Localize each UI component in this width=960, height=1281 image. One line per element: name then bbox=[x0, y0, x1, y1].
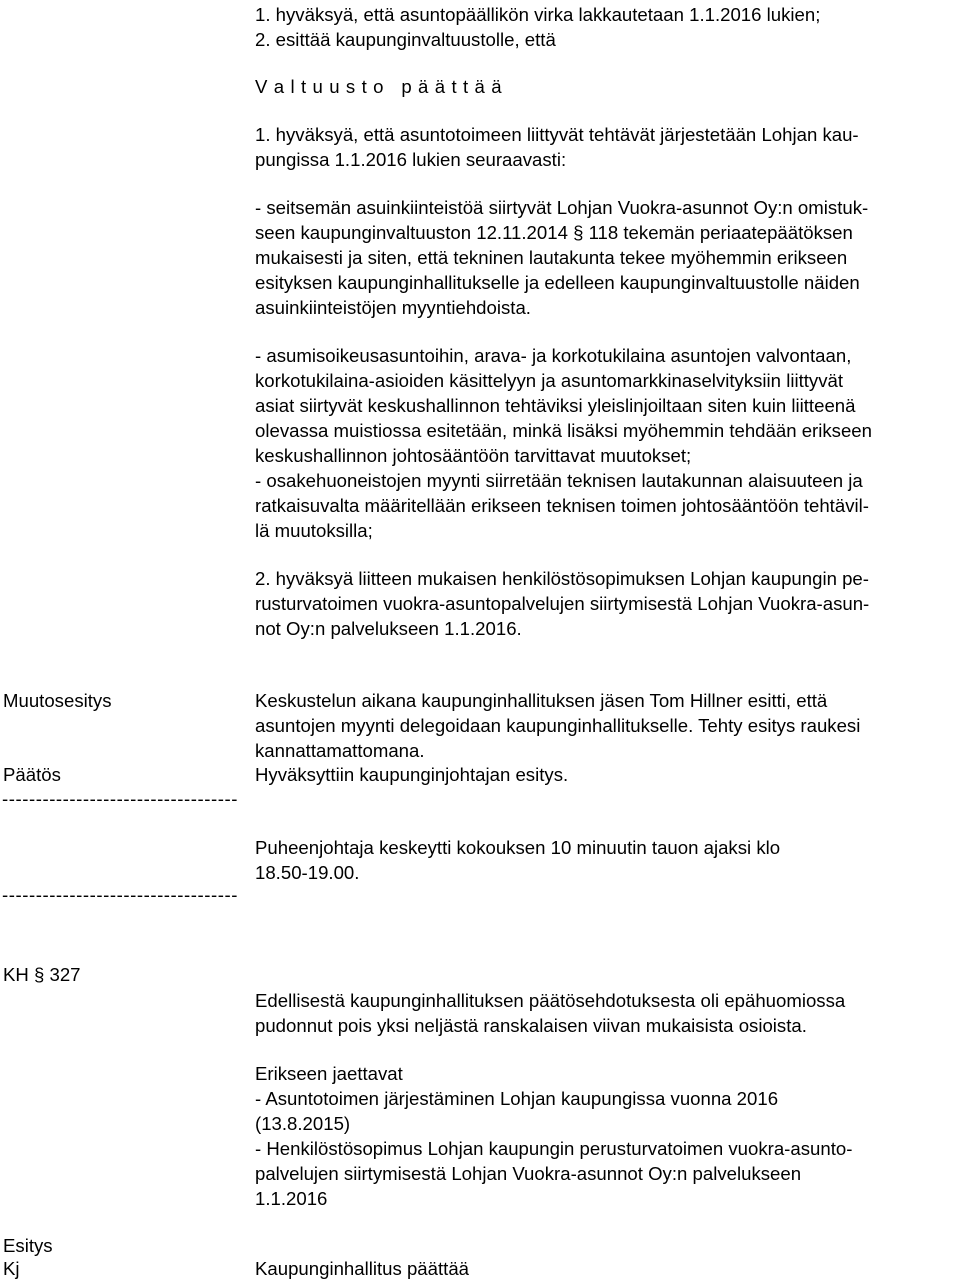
bullet-a-line-1: - seitsemän asuinkiinteistöä siirtyvät Lohjan Vuokra-asunnot Oy:n omistuk- bbox=[255, 197, 869, 218]
bullet-b-line-3: asiat siirtyvät keskushallinnon tehtäviksi yleislinjoiltaan siten kuin liitteenä bbox=[255, 395, 856, 416]
bullet-b-line-4: olevassa muistiossa esitetään, minkä lisäksi myöhemmin tehdään erikseen bbox=[255, 420, 872, 441]
break-note-line-1: Puheenjohtaja keskeytti kokouksen 10 minuutin tauon ajaksi klo bbox=[255, 837, 781, 858]
bullet-b-line-8: lä muutoksilla; bbox=[255, 520, 373, 541]
bullet-b-line-1: - asumisoikeusasuntoihin, arava- ja korkotukilaina asuntojen valvontaan, bbox=[255, 345, 852, 366]
valtuusto-heading: V a l t u u s t o p ä ä t t ä ä bbox=[255, 76, 503, 97]
intro-line-1: 1. hyväksyä, että asuntopäällikön virka lakkautetaan 1.1.2016 lukien; bbox=[255, 4, 821, 25]
kh-section-label: KH § 327 bbox=[3, 964, 81, 985]
separator-2: ----------------------------------- bbox=[2, 884, 238, 905]
paatos-text: Hyväksyttiin kaupunginjohtajan esitys. bbox=[255, 764, 569, 785]
attachment-line-2: (13.8.2015) bbox=[255, 1113, 351, 1134]
bullet-a-line-3: mukaisesti ja siten, että tekninen lautakunta tekee myöhemmin erikseen bbox=[255, 247, 848, 268]
bullet-a-line-2: seen kaupunginvaltuuston 12.11.2014 § 118 tekemän periaatepäätöksen bbox=[255, 222, 853, 243]
decision1-line-2: pungissa 1.1.2016 lukien seuraavasti: bbox=[255, 149, 567, 170]
decision2-line-2: rusturvatoimen vuokra-asuntopalvelujen siirtymisestä Lohjan Vuokra-asun- bbox=[255, 593, 870, 614]
kj-label: Kj bbox=[3, 1258, 20, 1279]
bullet-a-line-5: asuinkiinteistöjen myyntiehdoista. bbox=[255, 297, 531, 318]
bullet-a-line-4: esityksen kaupunginhallitukselle ja edelleen kaupunginvaltuustolle näiden bbox=[255, 272, 860, 293]
kh-line-2: pudonnut pois yksi neljästä ranskalaisen viivan mukaisista osioista. bbox=[255, 1015, 807, 1036]
decision2-line-1: 2. hyväksyä liitteen mukaisen henkilöstösopimuksen Lohjan kaupungin pe- bbox=[255, 568, 869, 589]
muutosesitys-label: Muutosesitys bbox=[3, 690, 112, 711]
esitys-label: Esitys bbox=[3, 1235, 53, 1256]
paatos-label: Päätös bbox=[3, 764, 61, 785]
attachment-line-3: - Henkilöstösopimus Lohjan kaupungin perusturvatoimen vuokra-asunto- bbox=[255, 1138, 853, 1159]
intro-line-2: 2. esittää kaupunginvaltuustolle, että bbox=[255, 29, 556, 50]
break-note-line-2: 18.50-19.00. bbox=[255, 862, 360, 883]
separator-1: ----------------------------------- bbox=[2, 788, 238, 809]
kh-line-1: Edellisestä kaupunginhallituksen päätösehdotuksesta oli epähuomiossa bbox=[255, 990, 846, 1011]
muutosesitys-line-2: asuntojen myynti delegoidaan kaupunginhallitukselle. Tehty esitys raukesi bbox=[255, 715, 861, 736]
bullet-b-line-6: - osakehuoneistojen myynti siirretään teknisen lautakunnan alaisuuteen ja bbox=[255, 470, 863, 491]
attachment-line-1: - Asuntotoimen järjestäminen Lohjan kaupungissa vuonna 2016 bbox=[255, 1088, 779, 1109]
bullet-b-line-7: ratkaisuvalta määritellään erikseen teknisen toimen johtosääntöön tehtävil- bbox=[255, 495, 869, 516]
muutosesitys-line-1: Keskustelun aikana kaupunginhallituksen jäsen Tom Hillner esitti, että bbox=[255, 690, 828, 711]
kj-text: Kaupunginhallitus päättää bbox=[255, 1258, 470, 1279]
decision2-line-3: not Oy:n palvelukseen 1.1.2016. bbox=[255, 618, 522, 639]
decision1-line-1: 1. hyväksyä, että asuntotoimeen liittyvät tehtävät järjestetään Lohjan kau- bbox=[255, 124, 859, 145]
bullet-b-line-5: keskushallinnon johtosääntöön tarvittavat muutokset; bbox=[255, 445, 692, 466]
attachment-line-5: 1.1.2016 bbox=[255, 1188, 328, 1209]
attachment-line-4: palvelujen siirtymisestä Lohjan Vuokra-asunnot Oy:n palvelukseen bbox=[255, 1163, 802, 1184]
muutosesitys-line-3: kannattamattomana. bbox=[255, 740, 425, 761]
attachments-heading: Erikseen jaettavat bbox=[255, 1063, 403, 1084]
bullet-b-line-2: korkotukilaina-asioiden käsittelyyn ja asuntomarkkinaselvityksiin liittyvät bbox=[255, 370, 844, 391]
